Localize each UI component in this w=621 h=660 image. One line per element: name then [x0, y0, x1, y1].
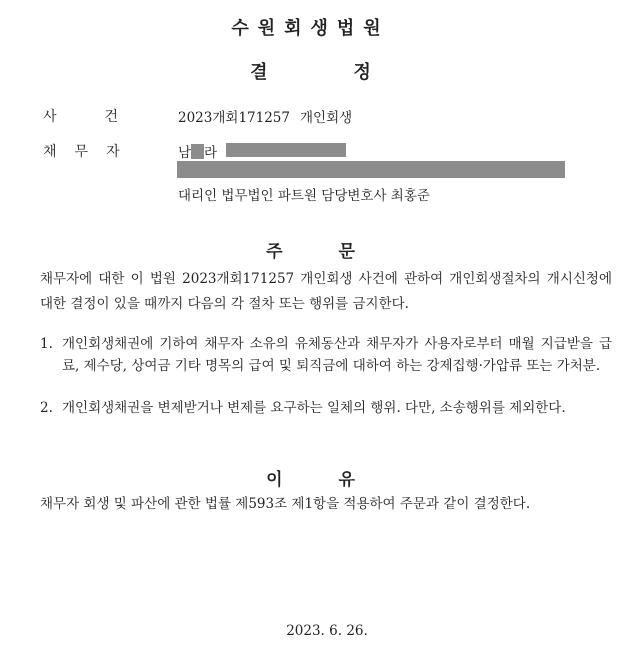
debtor-label-char: 무: [74, 144, 89, 160]
reason-text: 채무자 회생 및 파산에 관한 법률 제593조 제1항을 적용하여 주문과 같이 결정한다.: [40, 496, 531, 512]
debtor-name: [178, 141, 217, 161]
document-title: [0, 58, 621, 84]
debtor-label-char: 자: [106, 144, 120, 160]
order-item: [40, 333, 612, 377]
order-item-number: 1.: [40, 336, 53, 352]
case-label: [43, 106, 118, 126]
case-value: [178, 106, 352, 126]
id-redaction: [226, 143, 346, 157]
reason-title-left: 이: [266, 470, 283, 490]
reason-title-right: 유: [338, 470, 355, 490]
order-item-number: 2.: [40, 400, 53, 416]
reason-title: [0, 465, 621, 490]
order-item-text: 개인회생채권을 변제받거나 변제를 요구하는 일체의 행위. 다만, 소송행위를 제외한다.: [62, 400, 566, 416]
debtor-name-last: 라: [204, 145, 218, 161]
representative: 대리인 법무법인 파트원 담당변호사 최홍준: [178, 188, 430, 204]
debtor-name-first: 남: [178, 145, 192, 161]
address-redaction: [177, 161, 565, 178]
order-title: [0, 237, 621, 262]
order-intro: 채무자에 대한 이 법원 2023개회171257 개인회생 사건에 관하여 개인회생절차의 개시신청에 대한 결정이 있을 때까지 다음의 각 절차 또는 행위를 금지한다.: [40, 271, 612, 312]
order-title-right: 문: [338, 242, 355, 262]
court-name: 수원회생법원: [231, 18, 390, 39]
document-title-left: 결: [250, 62, 268, 83]
name-redaction: [191, 144, 204, 159]
decision-date: 2023. 6. 26.: [286, 623, 368, 639]
case-label-char: 건: [104, 109, 119, 125]
order-item: [40, 397, 612, 419]
document-title-right: 정: [353, 62, 371, 83]
order-item-text: 개인회생채권에 기하여 채무자 소유의 유체동산과 채무자가 사용자로부터 매월 지급받을 급료, 제수당, 상여금 기타 명목의 급여 및 퇴직금에 대하여 하는 강제집행·가압류 또는 가처분.: [62, 336, 612, 374]
debtor-label-char: 채: [43, 144, 57, 160]
case-label-char: 사: [43, 109, 57, 125]
order-title-left: 주: [266, 242, 283, 262]
debtor-label: [43, 141, 120, 161]
case-type: 개인회생: [299, 110, 353, 126]
case-number: 2023개회171257: [178, 110, 290, 126]
